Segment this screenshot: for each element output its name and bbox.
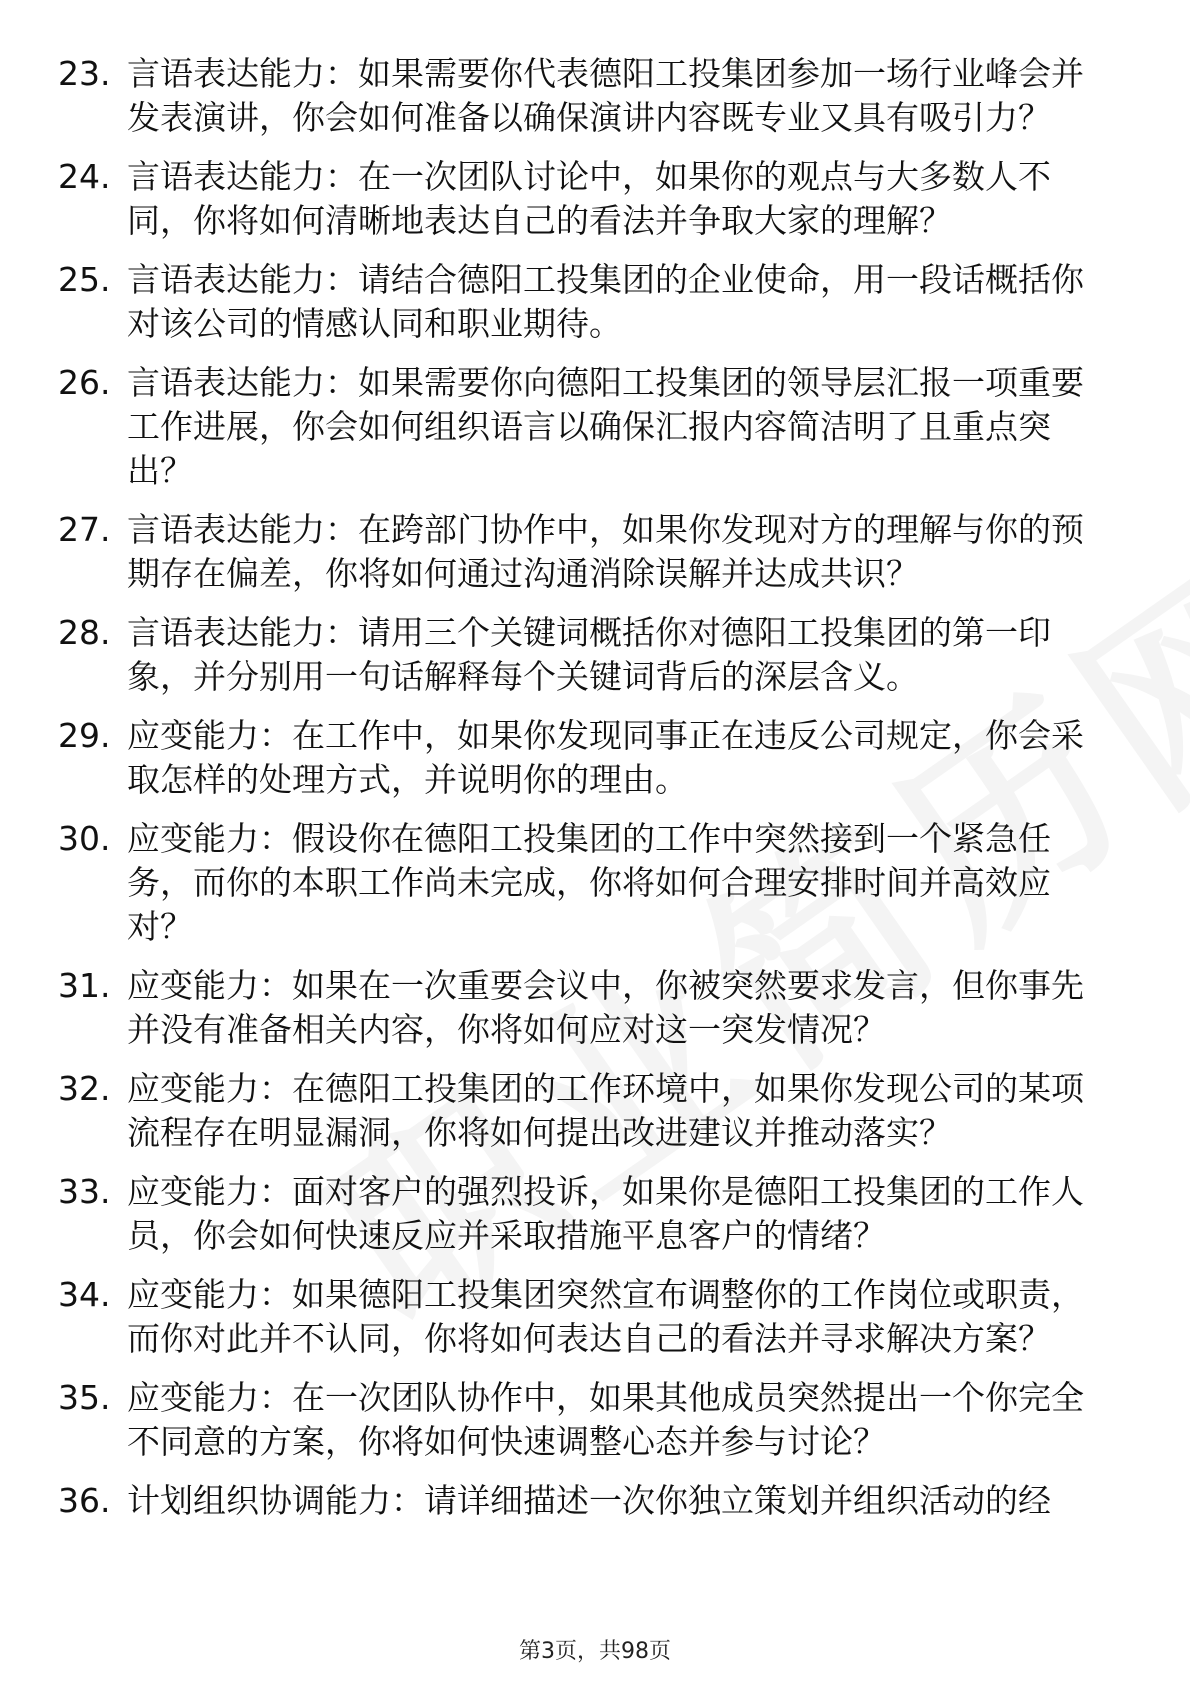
question-text: 应变能力：在德阳工投集团的工作环境中，如果你发现公司的某项流程存在明显漏洞，你将如何提出改进建议并推动落实？ — [127, 1069, 1084, 1152]
question-item — [58, 1067, 1114, 1155]
question-item — [58, 1479, 1114, 1523]
page-footer: 第3页，共98页 — [519, 1639, 671, 1664]
question-number: 32. — [58, 1069, 111, 1108]
question-text: 应变能力：如果在一次重要会议中，你被突然要求发言，但你事先并没有准备相关内容，你将如何应对这一突发情况？ — [127, 966, 1084, 1049]
question-text: 应变能力：在一次团队协作中，如果其他成员突然提出一个你完全不同意的方案，你将如何快速调整心态并参与讨论？ — [127, 1378, 1084, 1461]
question-text: 应变能力：如果德阳工投集团突然宣布调整你的工作岗位或职责，而你对此并不认同，你将如何表达自己的看法并寻求解决方案？ — [127, 1275, 1084, 1358]
question-number: 29. — [58, 716, 111, 755]
question-number: 27. — [58, 510, 111, 549]
question-text: 言语表达能力：如果需要你代表德阳工投集团参加一场行业峰会并发表演讲，你会如何准备以确保演讲内容既专业又具有吸引力？ — [127, 54, 1084, 137]
question-number: 34. — [58, 1275, 111, 1314]
question-number: 35. — [58, 1378, 111, 1417]
question-item — [58, 817, 1114, 949]
question-item — [58, 611, 1114, 699]
question-item — [58, 52, 1114, 140]
question-text: 言语表达能力：在跨部门协作中，如果你发现对方的理解与你的预期存在偏差，你将如何通过沟通消除误解并达成共识？ — [127, 510, 1084, 593]
question-item — [58, 361, 1114, 493]
question-item — [58, 1376, 1114, 1464]
question-text: 应变能力：在工作中，如果你发现同事正在违反公司规定，你会采取怎样的处理方式，并说明你的理由。 — [127, 716, 1084, 799]
question-item — [58, 1273, 1114, 1361]
question-text: 言语表达能力：请用三个关键词概括你对德阳工投集团的第一印象，并分别用一句话解释每个关键词背后的深层含义。 — [127, 613, 1051, 696]
question-number: 23. — [58, 54, 111, 93]
question-item — [58, 964, 1114, 1052]
question-text: 应变能力：面对客户的强烈投诉，如果你是德阳工投集团的工作人员，你会如何快速反应并采取措施平息客户的情绪？ — [127, 1172, 1084, 1255]
question-number: 28. — [58, 613, 111, 652]
question-item — [58, 714, 1114, 802]
question-text: 言语表达能力：在一次团队讨论中，如果你的观点与大多数人不同，你将如何清晰地表达自己的看法并争取大家的理解？ — [127, 157, 1051, 240]
question-number: 24. — [58, 157, 111, 196]
question-number: 25. — [58, 260, 111, 299]
question-item — [58, 258, 1114, 346]
question-number: 26. — [58, 363, 111, 402]
question-number: 36. — [58, 1481, 111, 1520]
question-item — [58, 1170, 1114, 1258]
question-item — [58, 155, 1114, 243]
question-text: 应变能力：假设你在德阳工投集团的工作中突然接到一个紧急任务，而你的本职工作尚未完成，你将如何合理安排时间并高效应对？ — [127, 819, 1051, 946]
question-text: 言语表达能力：请结合德阳工投集团的企业使命，用一段话概括你对该公司的情感认同和职业期待。 — [127, 260, 1084, 343]
question-text: 计划组织协调能力：请详细描述一次你独立策划并组织活动的经 — [127, 1481, 1051, 1520]
question-number: 30. — [58, 819, 111, 858]
question-number: 31. — [58, 966, 111, 1005]
question-number: 33. — [58, 1172, 111, 1211]
question-item — [58, 508, 1114, 596]
question-list — [58, 52, 1114, 1538]
question-text: 言语表达能力：如果需要你向德阳工投集团的领导层汇报一项重要工作进展，你会如何组织语言以确保汇报内容简洁明了且重点突出？ — [127, 363, 1084, 490]
